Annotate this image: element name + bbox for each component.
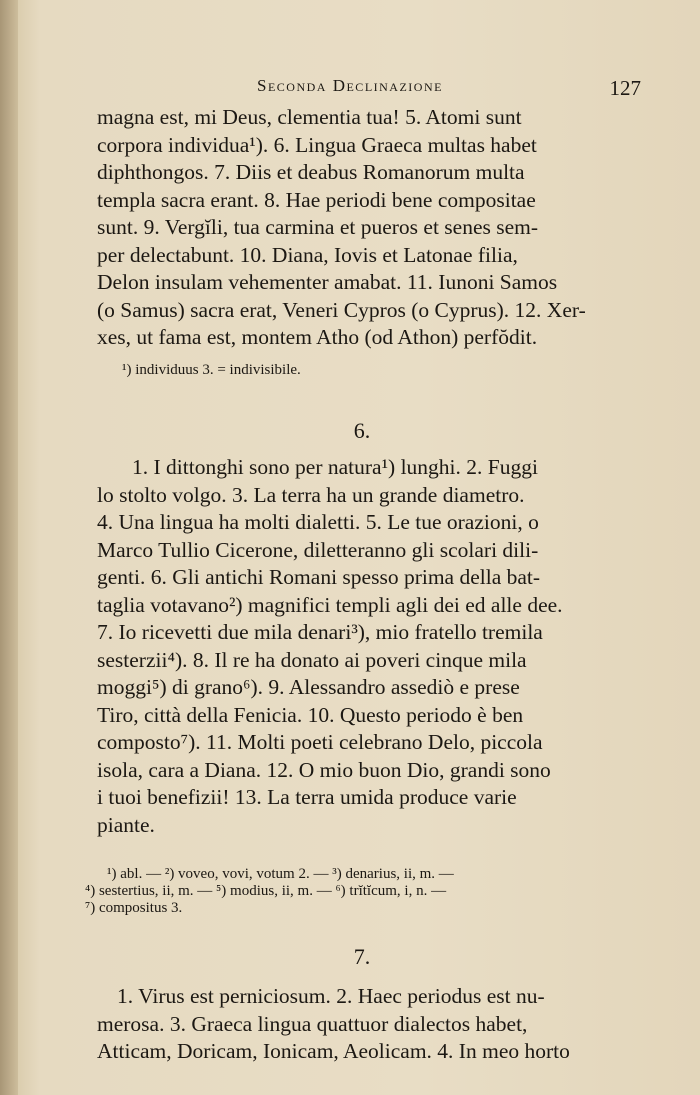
text-line: i tuoi benefizii! 13. La terra umida produce varie xyxy=(97,785,517,809)
text-line: 1. Virus est perniciosum. 2. Haec periodus est nu- xyxy=(117,984,545,1008)
text-line: 4. Una lingua ha molti dialetti. 5. Le tue orazioni, o xyxy=(97,510,539,534)
text-line: composto⁷). 11. Molti poeti celebrano Delo, piccola xyxy=(97,730,543,754)
text-line: genti. 6. Gli antichi Romani spesso prima della bat- xyxy=(97,565,541,589)
section-number-6: 6. xyxy=(353,418,371,443)
text-line: 1. I dittonghi sono per natura¹) lunghi. 2. Fuggi xyxy=(132,455,538,479)
exercise-5-text xyxy=(97,104,642,352)
page-gutter xyxy=(0,0,18,1095)
text-line: Marco Tullio Cicerone, diletteranno gli scolari dili- xyxy=(97,537,539,562)
footnote-line: ¹) abl. — ²) voveo, vovi, votum 2. — ³) denarius, ii, m. — xyxy=(107,866,454,882)
text-line: sesterzii⁴). 8. Il re ha donato ai poveri cinque mila xyxy=(97,647,527,672)
text-line: Tiro, città della Fenicia. 10. Questo periodo è ben xyxy=(97,702,524,727)
text-line: templa sacra erant. 8. Hae periodi bene compositae xyxy=(97,187,536,212)
page-number: 127 xyxy=(609,76,641,100)
text-line: 7. Io ricevetti due mila denari³), mio fratello tremila xyxy=(97,620,543,644)
text-line: magna est, mi Deus, clementia tua! 5. Atomi sunt xyxy=(97,105,522,129)
text-line: (o Samus) sacra erat, Veneri Cypros (o Cyprus). 12. Xer- xyxy=(97,297,586,322)
text-line: piante. xyxy=(97,812,155,837)
exercise-6-footnotes xyxy=(85,866,645,917)
text-line: isola, cara a Diana. 12. O mio buon Dio, grandi sono xyxy=(97,757,551,782)
footnote-line: ⁷) compositus 3. xyxy=(85,900,183,916)
text-line: Delon insulam vehementer amabat. 11. Iunoni Samos xyxy=(97,270,558,294)
footnote-line: ⁴) sestertius, ii, m. — ⁵) modius, ii, m. — ⁶) trĭtĭcum, i, n. — xyxy=(85,883,447,899)
text-line: corpora individua¹). 6. Lingua Graeca multas habet xyxy=(97,132,537,157)
text-line: merosa. 3. Graeca lingua quattuor dialectos habet, xyxy=(97,1011,528,1036)
exercise-6-text xyxy=(97,454,642,839)
footnote-line: ¹) individuus 3. = indivisibile. xyxy=(122,362,301,378)
section-number-7: 7. xyxy=(353,944,371,969)
page-header xyxy=(85,72,645,102)
text-line: Atticam, Doricam, Ionicam, Aeolicam. 4. In meo horto xyxy=(97,1039,570,1063)
text-line: taglia votavano²) magnifici templi agli dei ed alle dee. xyxy=(97,592,563,617)
exercise-5-footnote xyxy=(122,362,667,379)
text-line: lo stolto volgo. 3. La terra ha un grande diametro. xyxy=(97,482,525,507)
running-head: Seconda Declinazione xyxy=(257,76,443,95)
exercise-7-text xyxy=(97,983,642,1066)
text-line: moggi⁵) di grano⁶). 9. Alessandro assediò e prese xyxy=(97,675,520,699)
text-line: per delectabunt. 10. Diana, Iovis et Latonae filia, xyxy=(97,242,518,267)
text-line: diphthongos. 7. Diis et deabus Romanorum multa xyxy=(97,160,525,184)
text-line: xes, ut fama est, montem Atho (od Athon) perfŏdit. xyxy=(97,325,538,349)
text-line: sunt. 9. Vergĭli, tua carmina et pueros et senes sem- xyxy=(97,215,539,239)
